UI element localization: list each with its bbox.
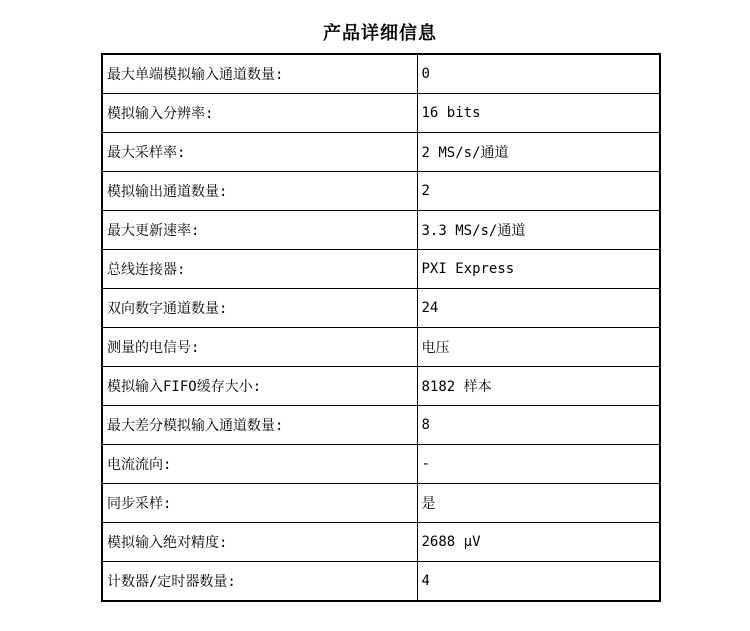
table-row xyxy=(102,250,660,289)
spec-label: 模拟输入绝对精度: xyxy=(102,523,417,562)
spec-label: 模拟输入分辨率: xyxy=(102,94,417,133)
table-row xyxy=(102,133,660,172)
table-row xyxy=(102,94,660,133)
spec-value: 3.3 MS/s/通道 xyxy=(417,211,660,250)
spec-label: 最大单端模拟输入通道数量: xyxy=(102,54,417,94)
spec-label: 双向数字通道数量: xyxy=(102,289,417,328)
spec-value: PXI Express xyxy=(417,250,660,289)
table-row xyxy=(102,367,660,406)
table-row xyxy=(102,523,660,562)
table-row xyxy=(102,445,660,484)
spec-label: 模拟输出通道数量: xyxy=(102,172,417,211)
spec-label: 电流流向: xyxy=(102,445,417,484)
spec-label: 总线连接器: xyxy=(102,250,417,289)
spec-value: 2 xyxy=(417,172,660,211)
page-title: 产品详细信息 xyxy=(323,23,437,44)
spec-value: 是 xyxy=(417,484,660,523)
spec-value: 16 bits xyxy=(417,94,660,133)
table-row xyxy=(102,562,660,602)
spec-value: 4 xyxy=(417,562,660,602)
spec-label: 最大差分模拟输入通道数量: xyxy=(102,406,417,445)
spec-value: - xyxy=(417,445,660,484)
table-row xyxy=(102,289,660,328)
table-row xyxy=(102,328,660,367)
table-row xyxy=(102,54,660,94)
spec-value: 8182 样本 xyxy=(417,367,660,406)
spec-value: 8 xyxy=(417,406,660,445)
spec-label: 最大更新速率: xyxy=(102,211,417,250)
spec-value: 2688 μV xyxy=(417,523,660,562)
spec-value: 24 xyxy=(417,289,660,328)
table-row xyxy=(102,484,660,523)
table-row xyxy=(102,211,660,250)
spec-label: 同步采样: xyxy=(102,484,417,523)
spec-label: 最大采样率: xyxy=(102,133,417,172)
table-row xyxy=(102,172,660,211)
product-specs-table xyxy=(101,53,661,602)
spec-value: 电压 xyxy=(417,328,660,367)
spec-label: 测量的电信号: xyxy=(102,328,417,367)
table-row xyxy=(102,406,660,445)
spec-value: 2 MS/s/通道 xyxy=(417,133,660,172)
spec-label: 模拟输入FIFO缓存大小: xyxy=(102,367,417,406)
spec-label: 计数器/定时器数量: xyxy=(102,562,417,602)
spec-value: 0 xyxy=(417,54,660,94)
